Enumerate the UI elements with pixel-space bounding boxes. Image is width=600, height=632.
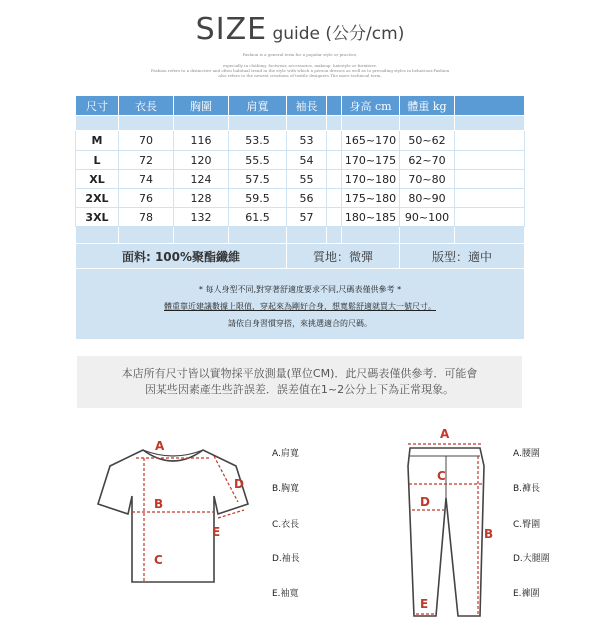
pants-letter-b: B (484, 527, 494, 541)
note-line-1: * 每人身型不同,對穿著舒適度要求不同,尺碼表僅供參考 * (198, 285, 402, 294)
pants-letter-c: C (437, 469, 446, 483)
header-sleeve: 袖長 (287, 96, 327, 116)
shirt-legend-c: C.衣長 (272, 520, 300, 530)
cell: 120 (174, 151, 229, 170)
header-height: 身高 cm (342, 96, 400, 116)
disclaimer-line-2: 因某些因素產生些許誤差．誤差值在1~2公分上下為正常現象。 (144, 383, 455, 396)
cell-size: M (76, 131, 119, 151)
shirt-letter-a: A (155, 439, 165, 453)
shirt-letter-d: D (234, 477, 244, 491)
cell: 62~70 (400, 151, 455, 170)
table-row (76, 131, 525, 151)
header-size: 尺寸 (76, 96, 119, 116)
cell: 116 (174, 131, 229, 151)
cell: 128 (174, 189, 229, 208)
shirt-legend-d: D.袖長 (272, 554, 300, 564)
pants-letter-a: A (440, 427, 450, 441)
table-spacer-row (76, 227, 525, 244)
table-header-row (76, 96, 525, 116)
disclaimer-line-1: 本店所有尺寸皆以實物採平放測量(單位CM)．此尺碼表僅供參考．可能會 (121, 367, 478, 380)
pants-legend-e: E.褲圍 (513, 589, 540, 599)
cell-size: L (76, 151, 119, 170)
subtitle-line-3: Fashion refers to a distinctive and often habitual trend in the style with which a person dresses as well as to prevailing styles in behaviour.Fashion (150, 68, 450, 73)
disclaimer-box (77, 356, 522, 408)
table-row (76, 189, 525, 208)
cell: 59.5 (229, 189, 287, 208)
cell: 53 (287, 131, 327, 151)
subtitle-line-2: especially in clothing, footwear, accessories, makeup, hairstyle or furniture. (222, 63, 378, 68)
cell-size: 2XL (76, 189, 119, 208)
shirt-legend-e: E.袖寬 (272, 589, 299, 599)
title-sub: guide (公分/cm) (267, 24, 405, 44)
cell: 50~62 (400, 131, 455, 151)
title-main: SIZE (195, 12, 268, 47)
cell-size: XL (76, 170, 119, 189)
shirt-letter-e: E (212, 525, 221, 539)
header-weight: 體重 kg (400, 96, 455, 116)
cell: 90~100 (400, 208, 455, 227)
cell: 61.5 (229, 208, 287, 227)
header-length: 衣長 (119, 96, 174, 116)
cell: 72 (119, 151, 174, 170)
cell: 55 (287, 170, 327, 189)
cell: 76 (119, 189, 174, 208)
pants-diagram (392, 426, 502, 622)
size-guide-title (0, 12, 600, 47)
table-spacer-row (76, 116, 525, 131)
cell-size: 3XL (76, 208, 119, 227)
cell: 124 (174, 170, 229, 189)
pants-legend-b: B.褲長 (513, 484, 541, 494)
header-shoulder: 肩寬 (229, 96, 287, 116)
note-line-2: 體重靠近建議數據上限值，穿起來為剛好合身，想寬鬆舒適就買大一號尺寸。 (164, 302, 436, 311)
cell: 54 (287, 151, 327, 170)
cell: 165~170 (342, 131, 400, 151)
pants-letter-d: D (420, 495, 430, 509)
shirt-letter-b: B (154, 497, 164, 511)
table-row (76, 151, 525, 170)
cell: 170~175 (342, 151, 400, 170)
pants-legend-c: C.臀圍 (513, 520, 541, 530)
cell: 56 (287, 189, 327, 208)
notes-row (76, 269, 525, 340)
cell: 74 (119, 170, 174, 189)
cell: 70 (119, 131, 174, 151)
cell: 57.5 (229, 170, 287, 189)
header-extra (455, 96, 525, 116)
cell: 53.5 (229, 131, 287, 151)
cell: 175~180 (342, 189, 400, 208)
cell: 78 (119, 208, 174, 227)
cell: 80~90 (400, 189, 455, 208)
size-table (75, 95, 525, 340)
shirt-letter-c: C (154, 553, 163, 567)
pants-legend-a: A.腰圍 (513, 449, 540, 459)
material-row (76, 244, 525, 269)
pants-legend-d: D.大腿圍 (513, 554, 550, 564)
subtitle-line-1: Fashion is a general term for a popular style or practice, (242, 52, 358, 57)
header-spacer (327, 96, 342, 116)
subtitle-line-4: also refers to the newest creations of textile designers.The more technical term, (218, 73, 382, 78)
shirt-diagram (88, 432, 258, 602)
fit-text: 版型：適中 (400, 244, 525, 269)
shirt-legend-a: A.肩寬 (272, 449, 299, 459)
cell: 132 (174, 208, 229, 227)
shirt-legend-b: B.胸寬 (272, 484, 300, 494)
cell: 55.5 (229, 151, 287, 170)
cell: 180~185 (342, 208, 400, 227)
header-chest: 胸圍 (174, 96, 229, 116)
pants-letter-e: E (420, 597, 429, 611)
notes-cell (76, 269, 525, 340)
cell: 70~80 (400, 170, 455, 189)
note-line-3: 請依自身習慣穿搭，來挑選適合的尺碼。 (228, 319, 372, 328)
texture-text: 質地：微彈 (287, 244, 400, 269)
material-text: 面料: 100%聚酯纖維 (76, 244, 287, 269)
table-row (76, 208, 525, 227)
cell: 170~180 (342, 170, 400, 189)
table-row (76, 170, 525, 189)
cell: 57 (287, 208, 327, 227)
